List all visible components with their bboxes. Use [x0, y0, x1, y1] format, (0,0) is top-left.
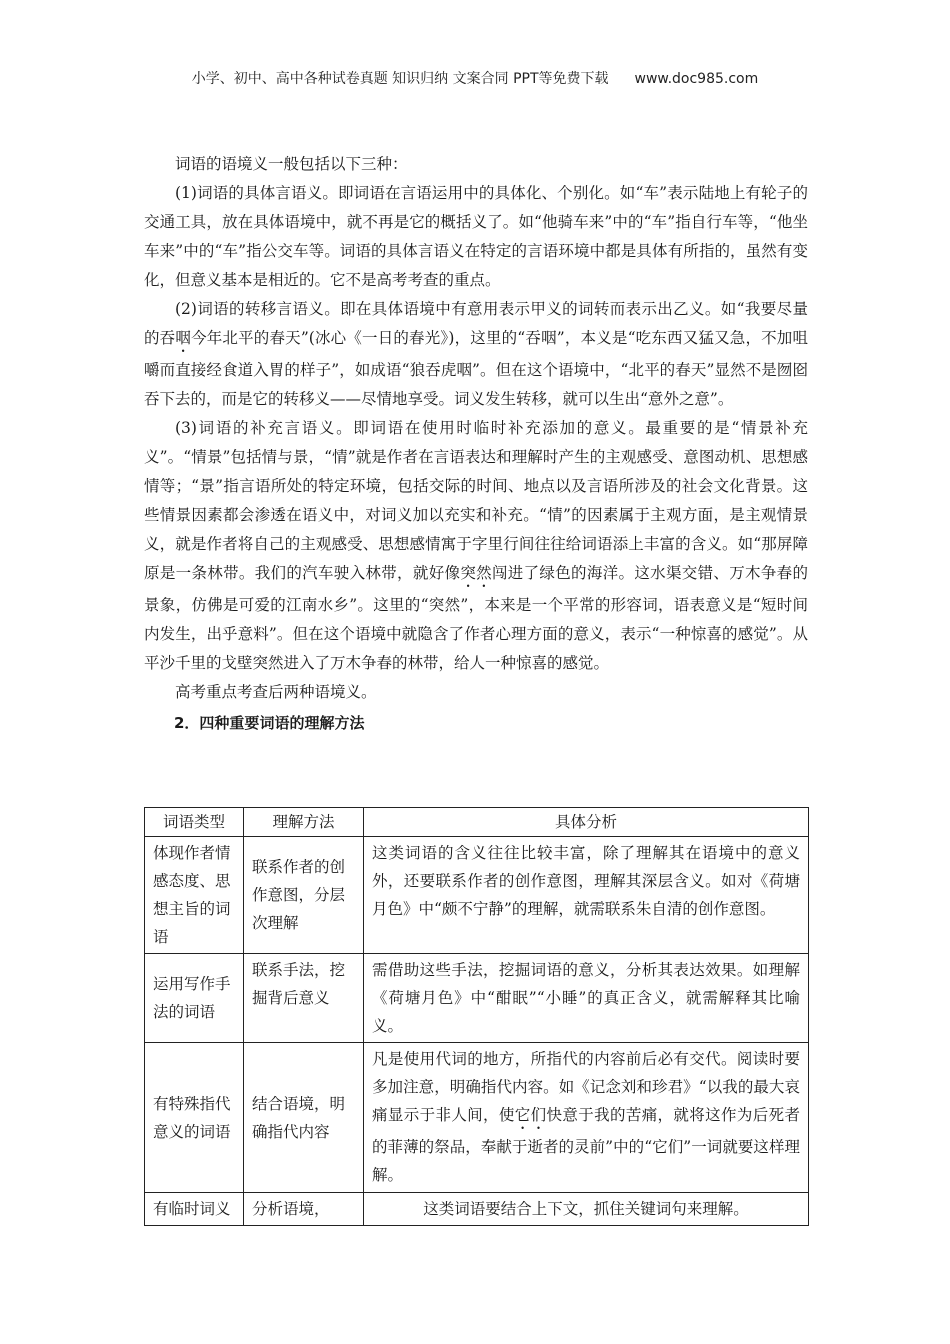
- header-text: 小学、初中、高中各种试卷真题 知识归纳 文案合同 PPT等免费下载: [191, 71, 609, 87]
- cell-method: 联系手法，挖掘背后意义: [244, 954, 364, 1043]
- analysis-text-a: 凡是使用代词的地方，所指代的内容前后必有交代。阅读时要多加注意，明确指代内容。如《记念刘和珍君》“以我的最大哀痛显示于非人间，使: [372, 1050, 800, 1124]
- p3-text-a: (3)词语的补充言语义。即词语在使用时临时补充添加的意义。最重要的是“情景补充义”。“情景”包括情与景，“情”就是作者在言语表达和理解时产生的主观感受、意图动机、思想感情等；“景”指言语所处的特定环境，包括交际的时间、地点以及言语所涉及的社会文化背景。这些情景因素都会渗透在语义中，对词义加以充实和补充。“情”的因素属于主观方面，是主观情景义，就是作者将自己的主观感受、思想感情寓于字里行间往往给词语添上丰富的含义。如“那屏障原是一条林带。我们的汽车驶入林带，就好像: [144, 419, 808, 582]
- table-row: [145, 837, 809, 954]
- cell-word-type: 运用写作手法的词语: [145, 954, 244, 1043]
- paragraph-concrete-meaning: (1)词语的具体言语义。即词语在言语运用中的具体化、个别化。如“车”表示陆地上有轮子的交通工具，放在具体语境中，就不再是它的概括义了。如“他骑车来”中的“车”指自行车等，“他坐车来”中的“车”指公交车等。词语的具体言语义在特定的言语环境中都是具体有所指的，虽然有变化，但意义基本是相近的。它不是高考考查的重点。: [144, 184, 808, 289]
- paragraph-transferred-meaning: [144, 295, 808, 414]
- page-header: [0, 68, 950, 88]
- main-content: [144, 150, 808, 738]
- header-word-type: 词语类型: [145, 808, 244, 837]
- analysis-text-b: 快意于我的苦痛，就将这作为后死者的菲薄的祭品，奉献于逝者的灵前”中的“它们”一词就要这样理解。: [372, 1106, 800, 1184]
- table-row: [145, 1043, 809, 1193]
- cell-analysis: 这类词语的含义往往比较丰富，除了理解其在语境中的意义外，还要联系作者的创作意图，理解其深层含义。如对《荷塘月色》中“颇不宁静”的理解，就需联系朱自清的创作意图。: [364, 837, 809, 954]
- cell-analysis: 需借助这些手法，挖掘词语的意义，分析其表达效果。如理解《荷塘月色》中“酣眠”“小睡”的真正含义，就需解释其比喻义。: [364, 954, 809, 1043]
- conclusion-paragraph: 高考重点考查后两种语境义。: [175, 683, 377, 701]
- section-title: 2．四种重要词语的理解方法: [174, 714, 365, 732]
- cell-method: 分析语境，: [244, 1193, 364, 1226]
- table-header-row: [145, 808, 809, 837]
- header-method: 理解方法: [244, 808, 364, 837]
- paragraph-supplementary-meaning: [144, 414, 808, 678]
- cell-word-type: 有临时词义: [145, 1193, 244, 1226]
- cell-method: 结合语境，明确指代内容: [244, 1043, 364, 1193]
- cell-word-type: 有特殊指代意义的词语: [145, 1043, 244, 1193]
- methods-table: [144, 807, 809, 1226]
- table-row: [145, 954, 809, 1043]
- p2-text-b: 今年北平的春天”(冰心《一日的春光》)，这里的“吞咽”，本义是“吃东西又猛又急，不加咀嚼而直接经食道入胃的样子”，如成语“狼吞虎咽”。但在这个语境中，“北平的春天”显然不是囫囵吞下去的，而是它的转移义——尽情地享受。词义发生转移，就可以生出“意外之意”。: [144, 329, 808, 408]
- p3-emphasized-word: 突然: [460, 564, 492, 582]
- header-analysis: 具体分析: [364, 808, 809, 837]
- p2-text-a: (2)词语的转移言语义。即在具体语境中有意用表示甲义的词转而表示出乙义。如“我要尽量的吞: [144, 300, 808, 347]
- table-row: [145, 1193, 809, 1226]
- p3-text-b: 闯进了绿色的海洋。这水渠交错、万木争春的景象，仿佛是可爱的江南水乡”。这里的“突然”，本来是一个平常的形容词，语表意义是“短时间内发生，出乎意料”。但在这个语境中就隐含了作者心理方面的意义，表示“一种惊喜的感觉”。从平沙千里的戈壁突然进入了万木争春的林带，给人一种惊喜的感觉。: [144, 564, 808, 672]
- header-url[interactable]: www.doc985.com: [634, 71, 759, 87]
- intro-paragraph: 词语的语境义一般包括以下三种：: [175, 155, 408, 173]
- analysis-emphasized-word: 它们: [514, 1106, 547, 1124]
- cell-word-type: 体现作者情感态度、思想主旨的词语: [145, 837, 244, 954]
- cell-analysis: [364, 1043, 809, 1193]
- cell-method: 联系作者的创作意图，分层次理解: [244, 837, 364, 954]
- cell-analysis: 这类词语要结合上下文，抓住关键词句来理解。: [364, 1193, 809, 1226]
- p2-emphasized-word: 咽: [175, 329, 192, 347]
